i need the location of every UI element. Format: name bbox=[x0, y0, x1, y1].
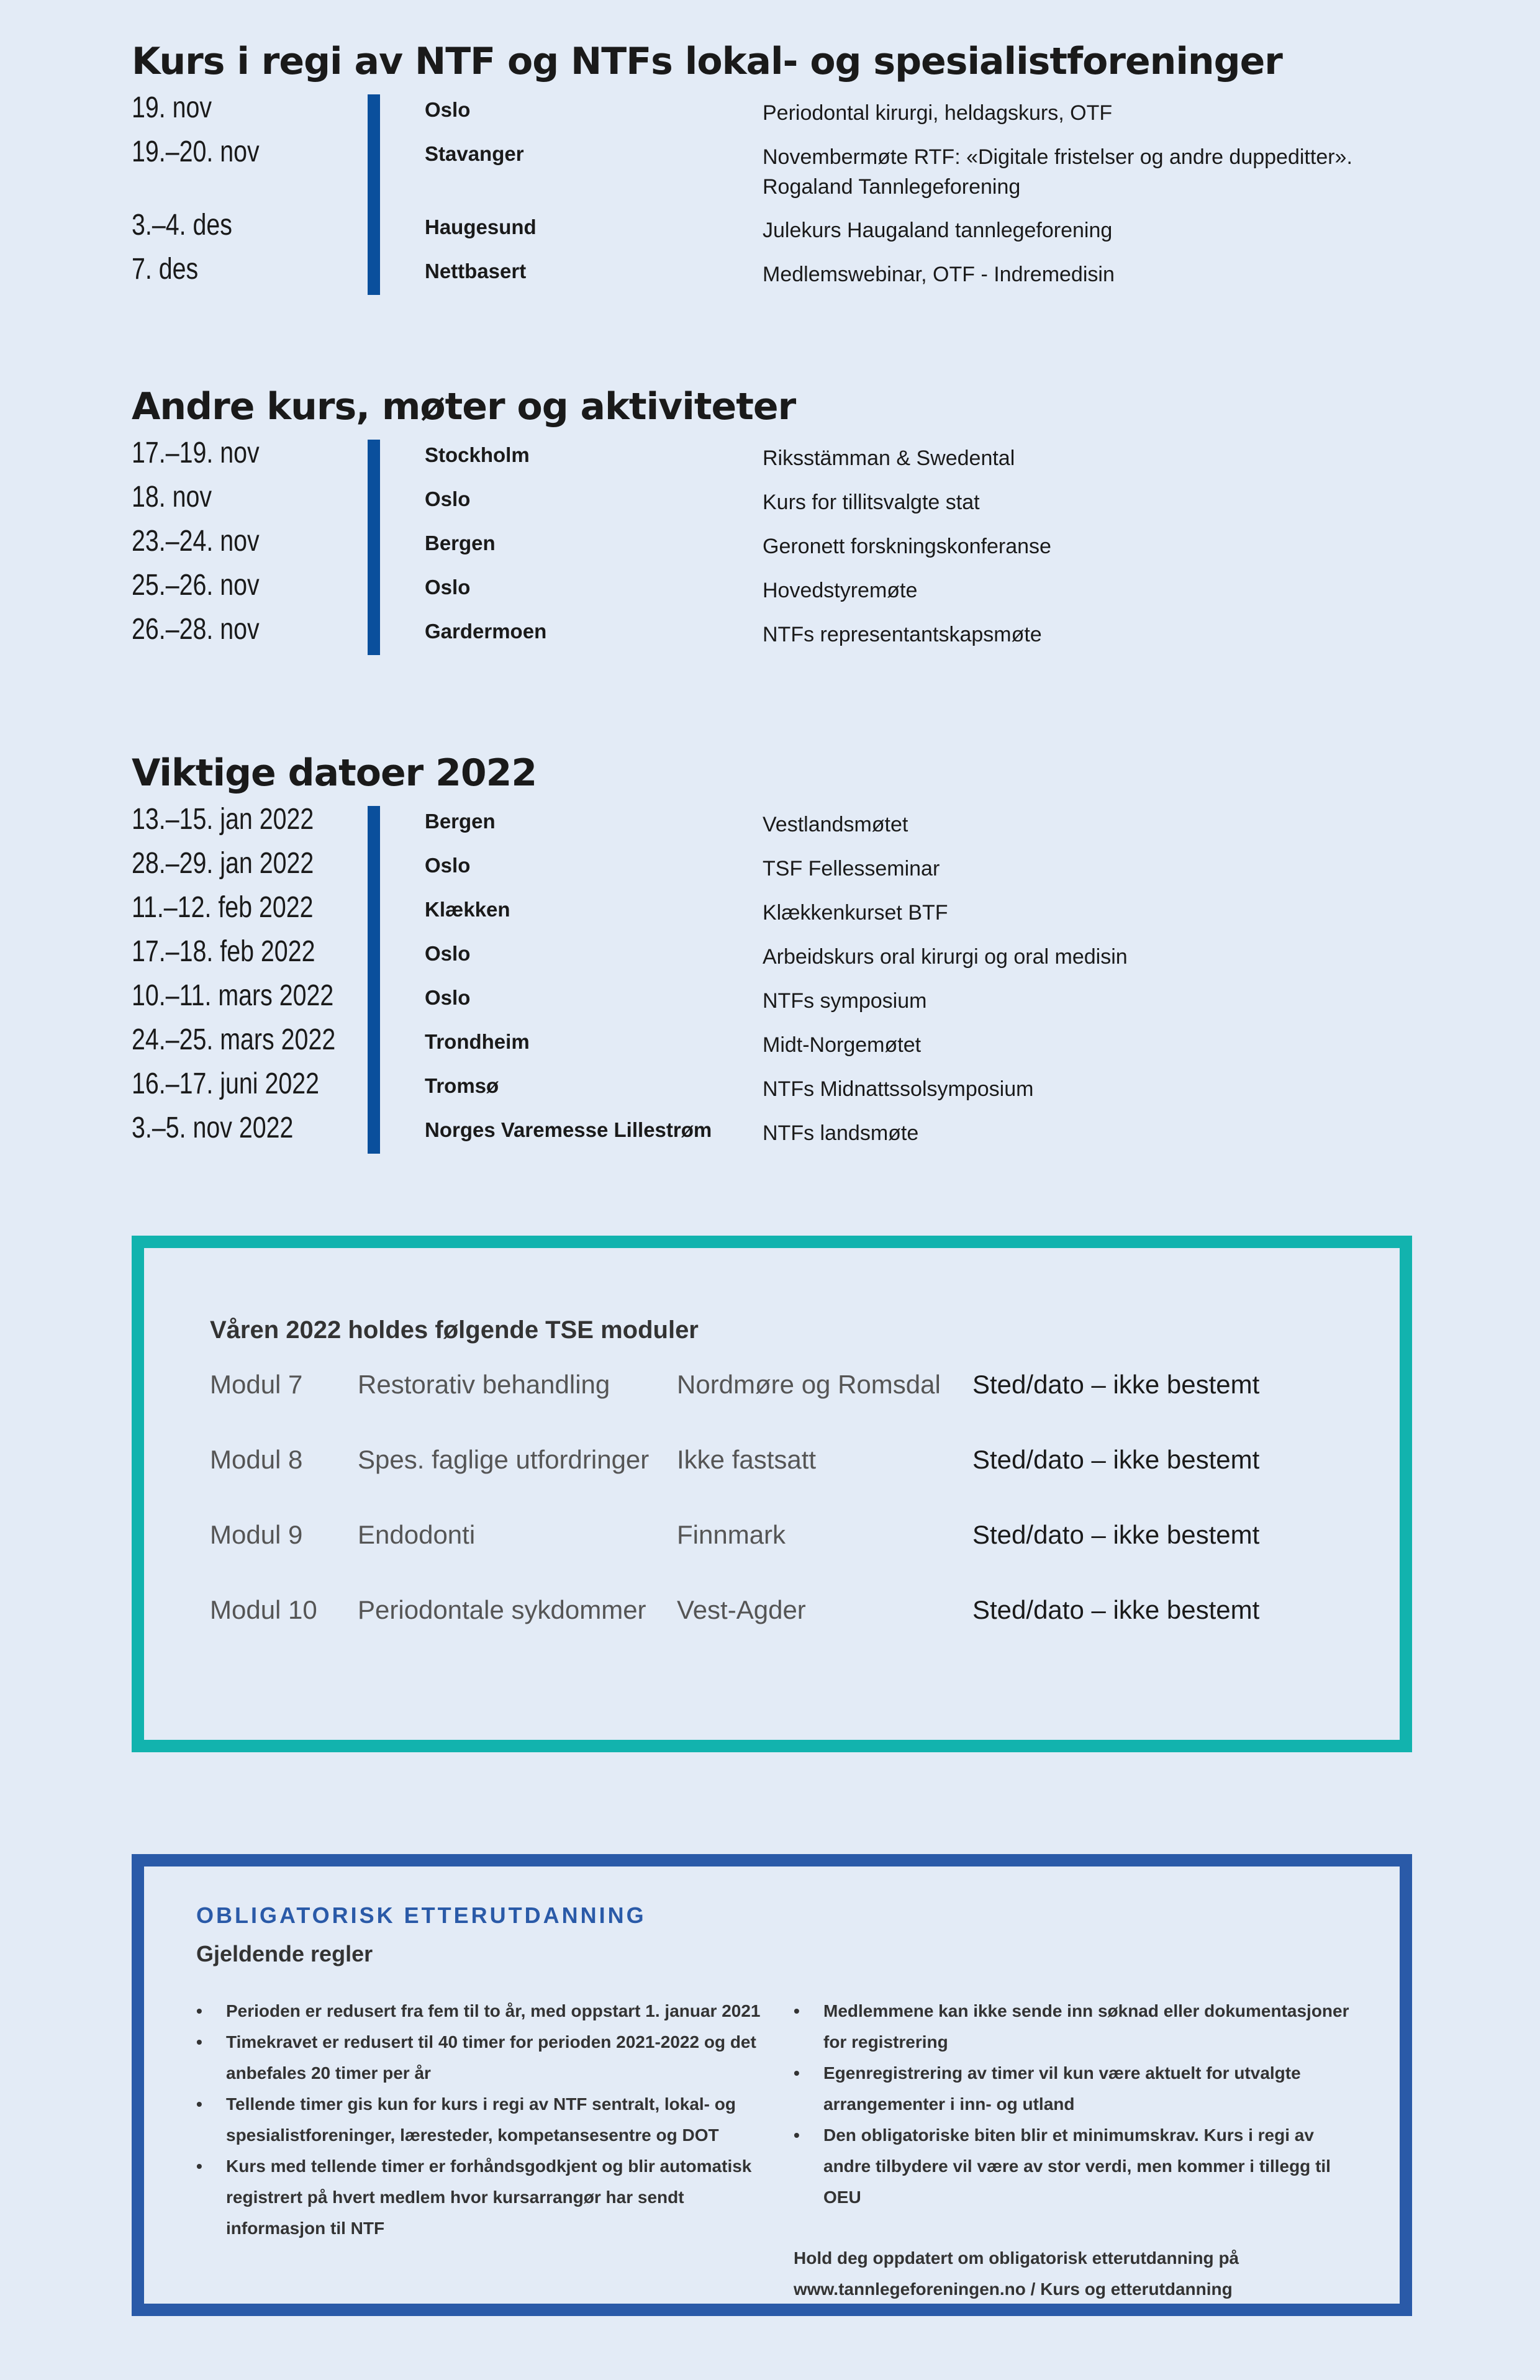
tse-title: Våren 2022 holdes følgende TSE moduler bbox=[210, 1316, 699, 1344]
event-list bbox=[132, 435, 1411, 655]
rule-item bbox=[196, 2089, 768, 2151]
event-place: Norges Varemesse Lillestrøm bbox=[425, 1118, 712, 1141]
event-date: 19. nov bbox=[132, 91, 212, 124]
event-description: Arbeidskurs oral kirurgi og oral medisin bbox=[763, 945, 1128, 969]
event-place: Oslo bbox=[425, 942, 471, 965]
event-description: Hovedstyremøte bbox=[763, 579, 918, 602]
bullet-icon: • bbox=[794, 2063, 800, 2083]
rule-text: Perioden er redusert fra fem til to år, med oppstart 1. januar 2021 bbox=[226, 2001, 761, 2020]
tse-modules-box bbox=[132, 1236, 1412, 1752]
event-date: 17.–19. nov bbox=[132, 437, 260, 469]
bullet-icon: • bbox=[794, 2125, 800, 2145]
module-region: Nordmøre og Romsdal bbox=[677, 1370, 941, 1399]
event-description: Midt-Norgemøtet bbox=[763, 1033, 922, 1057]
event-date: 26.–28. nov bbox=[132, 613, 260, 646]
section-title: Viktige datoer 2022 bbox=[132, 751, 537, 795]
module-topic: Periodontale sykdommer bbox=[358, 1595, 646, 1624]
event-row bbox=[132, 1066, 1411, 1110]
event-date: 23.–24. nov bbox=[132, 525, 260, 558]
event-place: Oslo bbox=[425, 854, 471, 877]
event-place: Oslo bbox=[425, 487, 471, 510]
section-title: Kurs i regi av NTF og NTFs lokal- og spesialistforeninger bbox=[132, 40, 1282, 83]
event-row bbox=[132, 845, 1411, 889]
module-number: Modul 9 bbox=[210, 1520, 303, 1549]
event-date: 28.–29. jan 2022 bbox=[132, 847, 314, 880]
event-place: Stockholm bbox=[425, 443, 530, 466]
event-description: Vestlandsmøtet bbox=[763, 813, 908, 836]
event-place: Klækken bbox=[425, 898, 510, 921]
event-row bbox=[132, 933, 1411, 977]
rule-item bbox=[794, 2120, 1365, 2213]
module-topic: Restorativ behandling bbox=[358, 1370, 610, 1399]
event-row bbox=[132, 89, 1411, 133]
event-date: 7. des bbox=[132, 253, 199, 286]
event-row bbox=[132, 435, 1411, 479]
event-list bbox=[132, 801, 1411, 1154]
event-row bbox=[132, 251, 1411, 295]
bullet-icon: • bbox=[196, 2001, 202, 2020]
event-description: Medlemswebinar, OTF - Indremedisin bbox=[763, 263, 1115, 286]
module-status: Sted/dato – ikke bestemt bbox=[972, 1595, 1260, 1624]
event-place: Oslo bbox=[425, 98, 471, 121]
rules-list bbox=[794, 1996, 1365, 2213]
event-row bbox=[132, 479, 1411, 523]
event-description: NTFs Midnattssolsymposium bbox=[763, 1077, 1034, 1101]
event-description: Klækkenkurset BTF bbox=[763, 901, 948, 925]
event-row bbox=[132, 207, 1411, 251]
event-description: Novembermøte RTF: «Digitale fristelser og andre duppeditter». Rogaland Tannlegeforening bbox=[763, 145, 1352, 199]
footer-link[interactable]: www.tannlegeforeningen.no / Kurs og etterutdanning bbox=[794, 2279, 1233, 2299]
module-region: Vest-Agder bbox=[677, 1595, 806, 1624]
event-list bbox=[132, 89, 1411, 295]
bullet-icon: • bbox=[196, 2156, 202, 2176]
section-important-dates-2022 bbox=[132, 751, 1411, 1154]
rule-text: Tellende timer gis kun for kurs i regi av NTF sentralt, lokal- og spesialistforeninger, læresteder, kompetansesentre og DOT bbox=[226, 2094, 736, 2145]
event-date: 3.–5. nov 2022 bbox=[132, 1111, 294, 1144]
rule-text: Medlemmene kan ikke sende inn søknad eller dokumentasjoner for registrering bbox=[823, 2001, 1349, 2052]
event-place: Oslo bbox=[425, 986, 471, 1009]
tse-module-row bbox=[210, 1595, 1359, 1632]
tse-module-row bbox=[210, 1520, 1359, 1557]
event-date: 3.–4. des bbox=[132, 209, 232, 242]
event-date: 11.–12. feb 2022 bbox=[132, 891, 314, 924]
module-topic: Endodonti bbox=[358, 1520, 476, 1549]
event-date: 19.–20. nov bbox=[132, 135, 260, 168]
rule-item bbox=[794, 2058, 1365, 2120]
event-row bbox=[132, 1021, 1411, 1066]
rule-item bbox=[196, 2027, 768, 2089]
module-status: Sted/dato – ikke bestemt bbox=[972, 1370, 1260, 1399]
module-number: Modul 7 bbox=[210, 1370, 303, 1399]
rule-text: Timekravet er redusert til 40 timer for perioden 2021-2022 og det anbefales 20 timer per år bbox=[226, 2032, 756, 2083]
event-date: 17.–18. feb 2022 bbox=[132, 935, 315, 968]
event-date: 24.–25. mars 2022 bbox=[132, 1023, 336, 1056]
rule-item bbox=[196, 1996, 768, 2027]
box-footer bbox=[794, 2243, 1365, 2305]
module-topic: Spes. faglige utfordringer bbox=[358, 1445, 650, 1474]
rule-text: Egenregistrering av timer vil kun være aktuelt for utvalgte arrangementer i inn- og utland bbox=[823, 2063, 1301, 2114]
event-place: Bergen bbox=[425, 532, 496, 554]
event-row bbox=[132, 801, 1411, 845]
event-row bbox=[132, 611, 1411, 655]
event-row bbox=[132, 1110, 1411, 1154]
event-date: 25.–26. nov bbox=[132, 569, 260, 602]
section-title: Andre kurs, møter og aktiviteter bbox=[132, 385, 796, 428]
rules-list bbox=[196, 1996, 768, 2244]
box-heading: OBLIGATORISK ETTERUTDANNING bbox=[196, 1903, 646, 1928]
event-place: Bergen bbox=[425, 810, 496, 833]
event-date: 16.–17. juni 2022 bbox=[132, 1067, 320, 1100]
bullet-icon: • bbox=[196, 2094, 202, 2114]
box-subheading: Gjeldende regler bbox=[196, 1941, 373, 1966]
footer-text: Hold deg oppdatert om obligatorisk etterutdanning på bbox=[794, 2248, 1239, 2268]
event-row bbox=[132, 523, 1411, 567]
event-row bbox=[132, 567, 1411, 611]
event-place: Nettbasert bbox=[425, 260, 527, 283]
module-status: Sted/dato – ikke bestemt bbox=[972, 1445, 1260, 1474]
event-date: 18. nov bbox=[132, 481, 212, 514]
event-place: Oslo bbox=[425, 576, 471, 599]
module-region: Ikke fastsatt bbox=[677, 1445, 817, 1474]
event-description: NTFs symposium bbox=[763, 989, 927, 1013]
rule-text: Den obligatoriske biten blir et minimumskrav. Kurs i regi av andre tilbydere vil være av stor verdi, men kommer i tillegg til OEU bbox=[823, 2125, 1331, 2207]
rules-column-right bbox=[794, 1996, 1365, 2305]
event-row bbox=[132, 977, 1411, 1021]
event-place: Haugesund bbox=[425, 215, 537, 238]
rule-item bbox=[794, 1996, 1365, 2058]
event-description: Geronett forskningskonferanse bbox=[763, 535, 1051, 558]
event-place: Tromsø bbox=[425, 1074, 499, 1097]
rule-item bbox=[196, 2151, 768, 2244]
event-date: 13.–15. jan 2022 bbox=[132, 803, 314, 836]
module-region: Finnmark bbox=[677, 1520, 786, 1549]
event-description: Periodontal kirurgi, heldagskurs, OTF bbox=[763, 101, 1113, 125]
event-description: Kurs for tillitsvalgte stat bbox=[763, 491, 980, 514]
event-place: Gardermoen bbox=[425, 620, 547, 643]
event-place: Stavanger bbox=[425, 142, 524, 165]
mandatory-education-box bbox=[132, 1854, 1412, 2316]
module-number: Modul 10 bbox=[210, 1595, 317, 1624]
event-description: Julekurs Haugaland tannlegeforening bbox=[763, 219, 1113, 242]
event-description: NTFs landsmøte bbox=[763, 1121, 919, 1145]
event-description: NTFs representantskapsmøte bbox=[763, 623, 1042, 646]
event-row bbox=[132, 133, 1411, 207]
bullet-icon: • bbox=[794, 2001, 800, 2020]
event-row bbox=[132, 889, 1411, 933]
event-description: Riksstämman & Swedental bbox=[763, 446, 1015, 470]
rule-text: Kurs med tellende timer er forhåndsgodkjent og blir automatisk registrert på hvert medlem hvor kursarrangør har sendt informasjon til NTF bbox=[226, 2156, 752, 2238]
bullet-icon: • bbox=[196, 2032, 202, 2052]
section-ntf-courses bbox=[132, 40, 1411, 295]
event-place: Trondheim bbox=[425, 1030, 530, 1053]
rules-column-left bbox=[196, 1996, 768, 2244]
event-description: TSF Fellesseminar bbox=[763, 857, 940, 880]
module-number: Modul 8 bbox=[210, 1445, 303, 1474]
tse-module-row bbox=[210, 1445, 1359, 1482]
event-date: 10.–11. mars 2022 bbox=[132, 979, 334, 1012]
module-status: Sted/dato – ikke bestemt bbox=[972, 1520, 1260, 1549]
tse-module-row bbox=[210, 1370, 1359, 1407]
section-other-activities bbox=[132, 385, 1411, 655]
